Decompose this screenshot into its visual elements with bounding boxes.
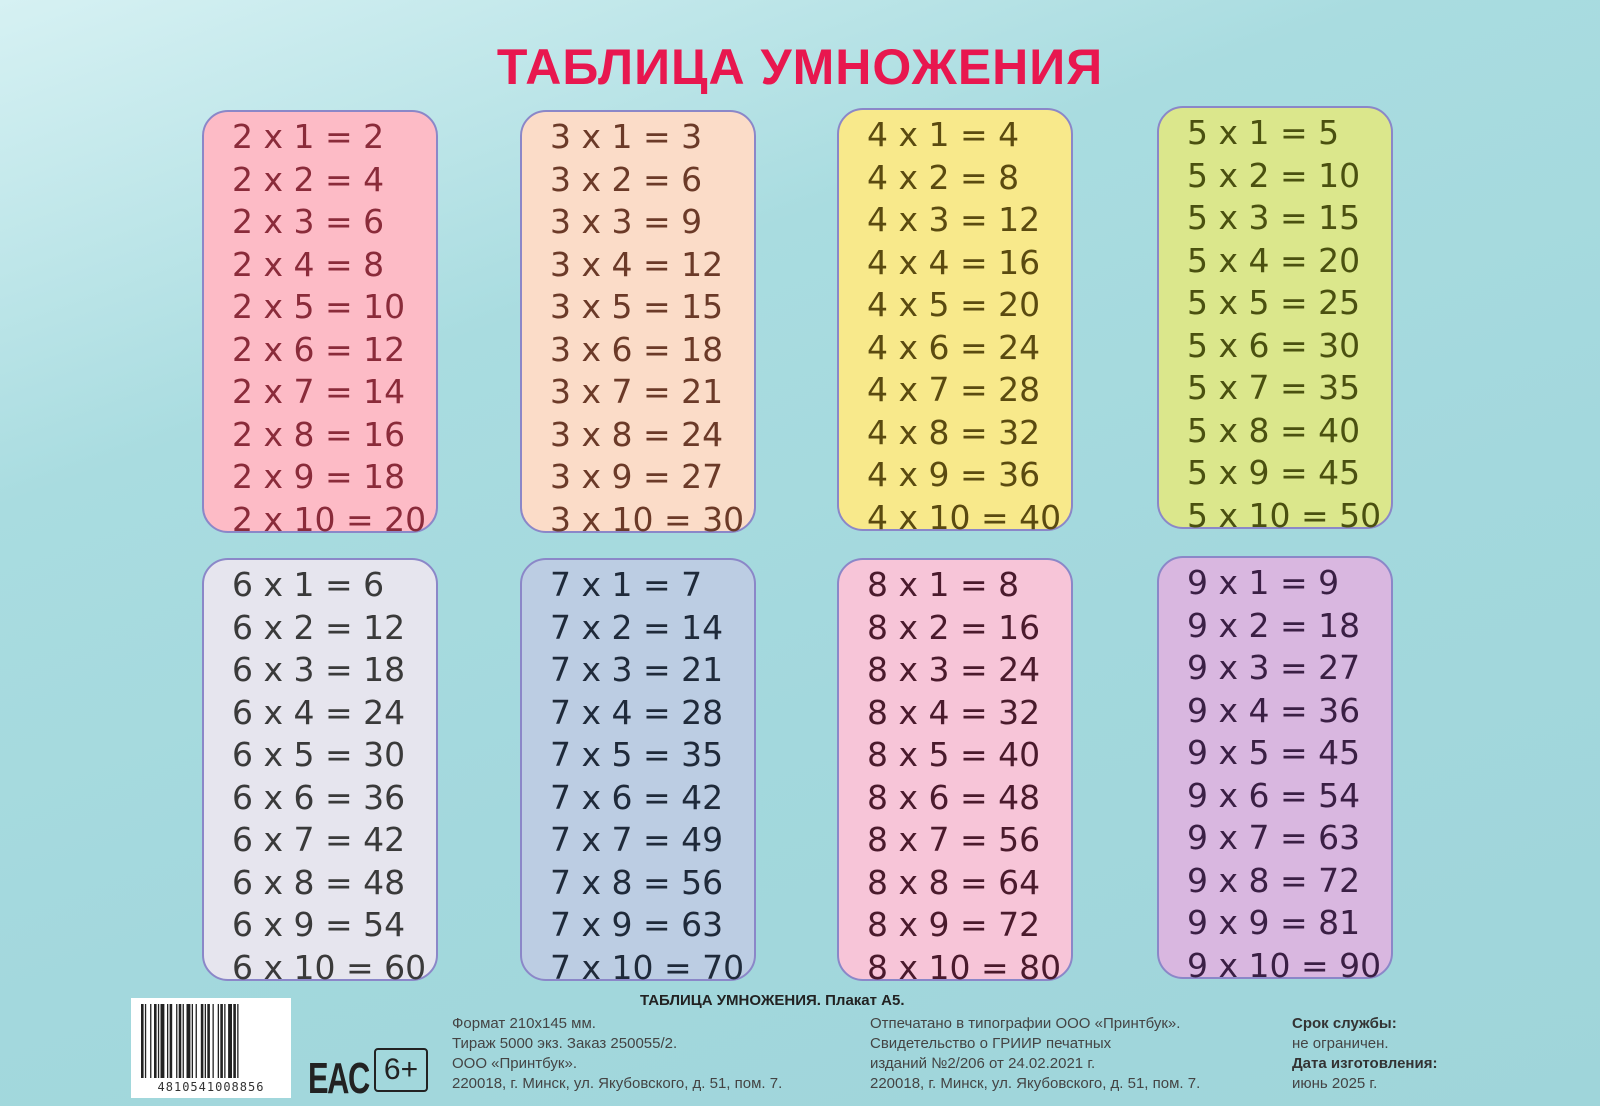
barcode-bar bbox=[220, 1004, 223, 1078]
equation-line: 6 х 3 = 18 bbox=[232, 650, 406, 689]
equation-line: 7 х 6 = 42 bbox=[550, 777, 724, 817]
footer-col-2 bbox=[870, 1014, 1200, 1094]
equation-line: 2 х 10 = 20 bbox=[232, 499, 427, 539]
equation-line: 7 х 2 = 14 bbox=[550, 607, 724, 647]
footer-heading: ТАБЛИЦА УМНОЖЕНИЯ. Плакат А5. bbox=[640, 992, 905, 1009]
barcode-bar bbox=[224, 1004, 225, 1078]
footer-line: ООО «Принтбук». bbox=[452, 1055, 578, 1072]
equation-line: 5 х 10 = 50 bbox=[1187, 495, 1382, 535]
equation-line: 4 х 10 = 40 bbox=[867, 497, 1062, 537]
shelf-life-value: не ограничен. bbox=[1292, 1035, 1389, 1052]
equation-line: 4 х 8 = 32 bbox=[867, 412, 1041, 452]
equation-line: 9 х 5 = 45 bbox=[1187, 733, 1361, 772]
barcode-bar bbox=[201, 1004, 204, 1078]
equation-line: 7 х 1 = 7 bbox=[550, 565, 703, 604]
barcode-bar bbox=[213, 1004, 214, 1078]
barcode-bar bbox=[154, 1004, 157, 1078]
equation-line: 5 х 1 = 5 bbox=[1187, 113, 1340, 152]
equation-line: 3 х 10 = 30 bbox=[550, 499, 745, 539]
equation-line: 6 х 10 = 60 bbox=[232, 947, 427, 987]
equation-line: 8 х 1 = 8 bbox=[867, 565, 1020, 604]
barcode-bar bbox=[167, 1004, 168, 1078]
shelf-life-label: Срок службы: bbox=[1292, 1015, 1397, 1032]
equation-line: 5 х 2 = 10 bbox=[1187, 155, 1361, 195]
equation-line: 7 х 3 = 21 bbox=[550, 650, 724, 689]
equation-line: 6 х 4 = 24 bbox=[232, 692, 406, 732]
barcode-digits: 4810541008856 bbox=[157, 1080, 265, 1094]
equation-line: 4 х 1 = 4 bbox=[867, 115, 1020, 154]
equation-line: 9 х 9 = 81 bbox=[1187, 903, 1361, 942]
equation-line: 9 х 7 = 63 bbox=[1187, 818, 1361, 857]
poster-title: ТАБЛИЦА УМНОЖЕНИЯ bbox=[496, 39, 1104, 95]
equation-line: 8 х 9 = 72 bbox=[867, 905, 1041, 944]
equation-line: 8 х 10 = 80 bbox=[867, 947, 1062, 987]
footer-line: изданий №2/206 от 24.02.2021 г. bbox=[870, 1055, 1096, 1072]
equation-line: 2 х 4 = 8 bbox=[232, 244, 385, 284]
equation-line: 9 х 3 = 27 bbox=[1187, 648, 1361, 687]
equation-line: 3 х 7 = 21 bbox=[550, 372, 724, 411]
barcode-bar bbox=[145, 1004, 146, 1078]
barcode-bar bbox=[187, 1004, 191, 1078]
equation-line: 5 х 3 = 15 bbox=[1187, 198, 1361, 237]
equation-line: 2 х 5 = 10 bbox=[232, 287, 406, 326]
equation-line: 7 х 4 = 28 bbox=[550, 692, 724, 732]
equation-line: 3 х 2 = 6 bbox=[550, 159, 703, 199]
equation-line: 3 х 1 = 3 bbox=[550, 117, 703, 156]
table-card-4 bbox=[837, 108, 1073, 537]
footer-line: 220018, г. Минск, ул. Якубовского, д. 51, пом. 7. bbox=[452, 1075, 783, 1092]
table-card-9 bbox=[1157, 556, 1393, 985]
equation-line: 6 х 5 = 30 bbox=[232, 735, 406, 774]
equation-line: 4 х 6 = 24 bbox=[867, 327, 1041, 367]
equation-line: 6 х 8 = 48 bbox=[232, 862, 406, 902]
table-card-6 bbox=[202, 558, 438, 987]
barcode-bar bbox=[218, 1004, 219, 1078]
barcode-bar bbox=[183, 1004, 184, 1078]
equation-line: 2 х 2 = 4 bbox=[232, 159, 385, 199]
equation-line: 5 х 5 = 25 bbox=[1187, 283, 1361, 322]
table-card-7 bbox=[520, 558, 756, 987]
equation-line: 2 х 7 = 14 bbox=[232, 372, 406, 411]
footer-col-3 bbox=[1292, 1014, 1437, 1094]
equation-line: 8 х 7 = 56 bbox=[867, 820, 1041, 859]
equation-line: 3 х 5 = 15 bbox=[550, 287, 724, 326]
barcode-bar bbox=[192, 1004, 193, 1078]
equation-line: 5 х 7 = 35 bbox=[1187, 368, 1361, 407]
table-card-3 bbox=[520, 110, 756, 539]
equation-line: 5 х 8 = 40 bbox=[1187, 410, 1361, 450]
equation-line: 4 х 7 = 28 bbox=[867, 370, 1041, 409]
equation-line: 7 х 9 = 63 bbox=[550, 905, 724, 944]
equation-line: 6 х 7 = 42 bbox=[232, 820, 406, 859]
footer-line: Формат 210х145 мм. bbox=[452, 1015, 596, 1032]
barcode-bar bbox=[179, 1004, 182, 1078]
barcode-bar bbox=[150, 1004, 151, 1078]
equation-line: 9 х 8 = 72 bbox=[1187, 860, 1361, 900]
equation-line: 4 х 9 = 36 bbox=[867, 455, 1041, 494]
equation-line: 9 х 1 = 9 bbox=[1187, 563, 1340, 602]
equation-line: 7 х 7 = 49 bbox=[550, 820, 724, 859]
equation-line: 3 х 4 = 12 bbox=[550, 244, 724, 284]
age-rating-badge: 6+ bbox=[374, 1048, 428, 1092]
equation-line: 9 х 10 = 90 bbox=[1187, 945, 1382, 985]
equation-line: 9 х 2 = 18 bbox=[1187, 605, 1361, 645]
equation-line: 8 х 6 = 48 bbox=[867, 777, 1041, 817]
barcode-bar bbox=[228, 1004, 232, 1078]
equation-line: 3 х 3 = 9 bbox=[550, 202, 703, 241]
barcode-bar bbox=[233, 1004, 236, 1078]
table-card-8 bbox=[837, 558, 1073, 987]
barcode-bar bbox=[176, 1004, 177, 1078]
barcode-bar bbox=[141, 1004, 144, 1078]
equation-line: 2 х 6 = 12 bbox=[232, 329, 406, 369]
barcode-bar bbox=[161, 1004, 165, 1078]
barcode-bar bbox=[196, 1004, 197, 1078]
barcode-bars bbox=[141, 1004, 281, 1078]
equation-line: 6 х 2 = 12 bbox=[232, 607, 406, 647]
equation-line: 8 х 2 = 16 bbox=[867, 607, 1041, 647]
footer-line: 220018, г. Минск, ул. Якубовского, д. 51, пом. 7. bbox=[870, 1075, 1201, 1092]
barcode-bar bbox=[207, 1004, 210, 1078]
footer-line: Тираж 5000 экз. Заказ 250055/2. bbox=[452, 1035, 678, 1052]
equation-line: 3 х 6 = 18 bbox=[550, 329, 724, 369]
barcode-bar bbox=[237, 1004, 238, 1078]
footer-col-1 bbox=[452, 1014, 782, 1094]
equation-line: 4 х 2 = 8 bbox=[867, 157, 1020, 197]
equation-line: 4 х 3 = 12 bbox=[867, 200, 1041, 239]
footer-line: Отпечатано в типографии ООО «Принтбук». bbox=[870, 1015, 1181, 1032]
table-card-5 bbox=[1157, 106, 1393, 535]
equation-line: 7 х 10 = 70 bbox=[550, 947, 745, 987]
equation-line: 5 х 9 = 45 bbox=[1187, 453, 1361, 492]
barcode-bar bbox=[158, 1004, 159, 1078]
equation-line: 9 х 6 = 54 bbox=[1187, 775, 1361, 815]
equation-line: 8 х 4 = 32 bbox=[867, 692, 1041, 732]
equation-line: 3 х 9 = 27 bbox=[550, 457, 724, 496]
equation-line: 6 х 6 = 36 bbox=[232, 777, 406, 817]
made-date-value: июнь 2025 г. bbox=[1292, 1075, 1378, 1092]
equation-line: 6 х 9 = 54 bbox=[232, 905, 406, 944]
equation-line: 2 х 8 = 16 bbox=[232, 414, 406, 454]
equation-line: 9 х 4 = 36 bbox=[1187, 690, 1361, 730]
equation-line: 8 х 5 = 40 bbox=[867, 735, 1041, 774]
barcode bbox=[131, 998, 291, 1098]
table-card-2 bbox=[202, 110, 438, 539]
eac-mark: EAC bbox=[308, 1054, 369, 1103]
equation-line: 2 х 9 = 18 bbox=[232, 457, 406, 496]
equation-line: 7 х 5 = 35 bbox=[550, 735, 724, 774]
equation-line: 5 х 6 = 30 bbox=[1187, 325, 1361, 365]
equation-line: 5 х 4 = 20 bbox=[1187, 240, 1361, 280]
equation-line: 3 х 8 = 24 bbox=[550, 414, 724, 454]
equation-line: 2 х 1 = 2 bbox=[232, 117, 385, 156]
equation-line: 4 х 5 = 20 bbox=[867, 285, 1041, 324]
equation-line: 6 х 1 = 6 bbox=[232, 565, 385, 604]
equation-line: 8 х 3 = 24 bbox=[867, 650, 1041, 689]
equation-line: 2 х 3 = 6 bbox=[232, 202, 385, 241]
made-date-label: Дата изготовления: bbox=[1292, 1055, 1438, 1072]
equation-line: 8 х 8 = 64 bbox=[867, 862, 1041, 902]
footer-line: Свидетельство о ГРИИР печатных bbox=[870, 1035, 1112, 1052]
equation-line: 7 х 8 = 56 bbox=[550, 862, 724, 902]
barcode-bar bbox=[205, 1004, 206, 1078]
equation-line: 4 х 4 = 16 bbox=[867, 242, 1041, 282]
barcode-bar bbox=[170, 1004, 173, 1078]
